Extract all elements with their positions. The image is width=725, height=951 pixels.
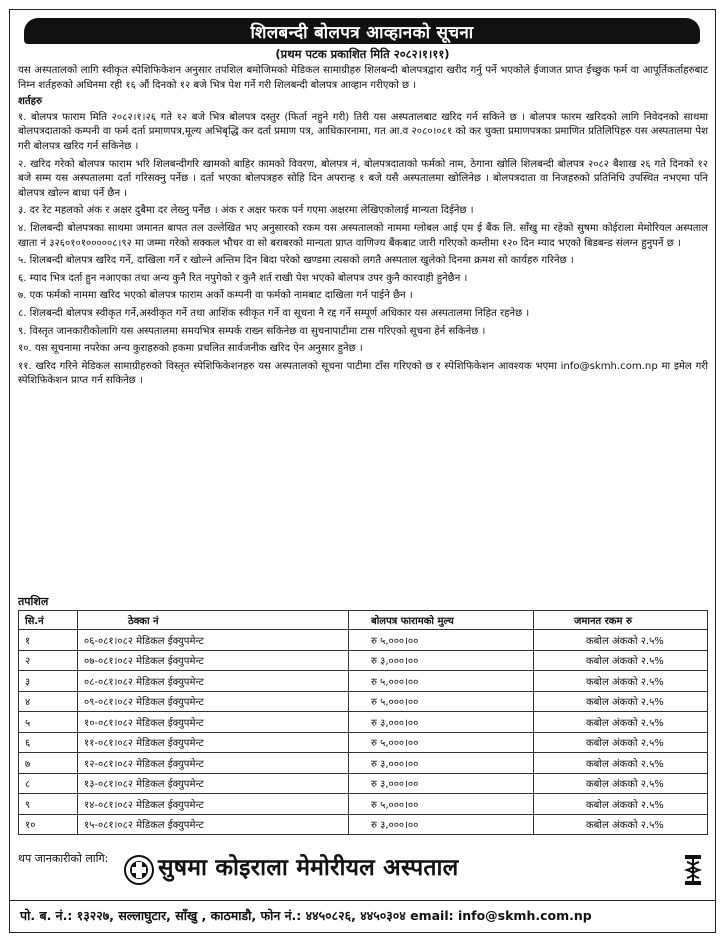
contract-cell: १२-०८१।०८२ मेडिकल ईक्युपमेन्ट bbox=[78, 753, 349, 774]
term-item: १. बोलपत्र फाराम मिति २०८२।१।२६ गते १२ बजे भित्र बोलपत्र दस्तुर (फिर्ता नहुने गरी) तिरी यस अस्पतालबाट खरिद गर्न सकिने छ । बोलपत्र फारम खरिदको लागि निवेदनको साथमा बोलपत्रदाताको कम्पनी वा फर्म दर्ता प्रमाणपत्र,मूल्य अभिबृद्धि कर दर्ता प्रमाण पत्र, आधिकारनामा, गत आ.व २०८०।०८१ को कर चुक्ता प्रमाणपत्रका प्रमाणित प्रतिलिपिहरु यस अस्पतालमा पेश गरी बोलपत्र खरिद गर्न सकिनेछ । bbox=[18, 111, 708, 152]
security-cell: कबोल अंकको २.५% bbox=[534, 671, 708, 692]
table-row bbox=[19, 773, 708, 794]
term-item: २. खरिद गरेको बोलपत्र फाराम भरि शिलबन्दीगरि खामको बाहिर कामको विवरण, बोलपत्र नं, बोलपत्रदाताको फर्मको नाम, ठेगाना खोलि शिलबन्दी बोलपत्र २०८२ बैशाख २६ गते दिनको १२ बजे सम्म यस अस्पतालमा दर्ता गरिसक्नु पर्नेछ । दर्ता भएका बोलपत्रहरु सोहि दिन अपरान्ह १ बजे यसै अस्पतालमा खोलिनेछ । बोलपत्रदाता वा निजहरुको प्रतिनिधि उपस्थित नभएमा पनि बोलपत्र खोल्न बाधा पर्ने छैन । bbox=[18, 158, 708, 199]
contract-cell: ०८-०८१।०८२ मेडिकल ईक्युपमेन्ट bbox=[78, 671, 349, 692]
security-cell: कबोल अंकको २.५% bbox=[534, 691, 708, 712]
column-header-form-price: बोलपत्र फारामको मुल्य bbox=[349, 611, 534, 630]
security-cell: कबोल अंकको २.५% bbox=[534, 794, 708, 815]
form-price-cell: रु ३,०००।०० bbox=[349, 650, 534, 671]
form-price-cell: रु ५,०००।०० bbox=[349, 671, 534, 692]
address-bar: पो. ब. नं.: १३२२७, सल्लाघुटार, साँखु , काठमाडौ, फोन नं.: ४४५०८२६, ४४५०३०४ email: info@skmh.com.np bbox=[10, 900, 715, 930]
title-banner bbox=[24, 18, 700, 44]
security-cell: कबोल अंकको २.५% bbox=[534, 732, 708, 753]
column-header-serial: सि.नं bbox=[19, 611, 78, 630]
contract-cell: ११-०८१।०८२ मेडिकल ईक्युपमेन्ट bbox=[78, 732, 349, 753]
table-row bbox=[19, 814, 708, 835]
caduceus-icon bbox=[682, 854, 704, 886]
table-header-row bbox=[19, 611, 708, 630]
table-body bbox=[19, 630, 708, 835]
table-row bbox=[19, 671, 708, 692]
contact-lead: थप जानकारीको लागि: bbox=[18, 852, 109, 865]
hospital-name: सुषमा कोइराला मेमोरीयल अस्पताल bbox=[158, 855, 459, 881]
serial-cell: ७ bbox=[19, 753, 78, 774]
hospital-emblem-icon bbox=[124, 852, 154, 888]
schedule-label: तपशिल bbox=[18, 595, 49, 608]
intro-paragraph: यस अस्पतालको लागि स्वीकृत स्पेशिफिकेशन अनुसार तपशिल बमोजिमको मेडिकल सामाग्रीहरु शिलबन्दी बोलपत्रद्वारा खरीद गर्नु पर्ने भएकोले ईजाजत प्राप्त ईच्छुक फर्म वा आपूर्तिकर्ताहरुबाट निम्न शर्तहरुको अधिनमा रही १६ औं दिनको १२ बजे भित्र पेश गर्ने गरी शिलबन्दी बोलपत्र आव्हान गरीएको छ । bbox=[18, 65, 708, 91]
serial-cell: ९ bbox=[19, 794, 78, 815]
table-row bbox=[19, 753, 708, 774]
serial-cell: १ bbox=[19, 630, 78, 651]
form-price-cell: रु ५,०००।०० bbox=[349, 691, 534, 712]
contract-cell: १५-०८१।०८२ मेडिकल ईक्युपमेन्ट bbox=[78, 814, 349, 835]
term-item: ४. शिलबन्दी बोलपत्रका साथमा जमानत बापत तल उल्लेखित भए अनुसारको रकम यस अस्पतालको नाममा ग्लोबल आई एम ई बैंक लि. साँखु मा रहेको सुषमा कोईराला मेमोरियल अस्पताल खाता नं ३२६०१०१०००००८।९२ मा जम्मा गरेको सक्कल भौचर वा सो बराबरको मान्यता प्राप्त वाणिज्य बैंकबाट जारी गरिएको कम्तीमा १२० दिन म्याद भएको बिडबन्ड संलग्न हुनुपर्ने छ । bbox=[18, 222, 708, 249]
form-price-cell: रु ३,०००।०० bbox=[349, 753, 534, 774]
security-cell: कबोल अंकको २.५% bbox=[534, 753, 708, 774]
term-item: ९. विस्तृत जानकारीकोलागि यस अस्पतालमा समयभित्र सम्पर्क राख्न सकिनेछ वा सुचनापाटीमा टास गरिएको सूचना हेर्न सकिनेछ । bbox=[18, 325, 486, 337]
security-cell: कबोल अंकको २.५% bbox=[534, 650, 708, 671]
form-price-cell: रु ५,०००।०० bbox=[349, 630, 534, 651]
terms-heading: शर्तहरु bbox=[18, 96, 43, 108]
notice-body bbox=[18, 64, 708, 392]
serial-cell: ५ bbox=[19, 712, 78, 733]
table-row bbox=[19, 732, 708, 753]
security-cell: कबोल अंकको २.५% bbox=[534, 814, 708, 835]
contract-cell: ०६-०८१।०८२ मेडिकल ईक्युपमेन्ट bbox=[78, 630, 349, 651]
table-row bbox=[19, 650, 708, 671]
serial-cell: ४ bbox=[19, 691, 78, 712]
term-item: ६. म्याद भित्र दर्ता हुन नआएका तथा अन्य कुनै रित नपुगेको र कुनै शर्त राखी पेश भएको बोलपत्र उपर कुनै कारवाही हुनेछैन । bbox=[18, 272, 468, 284]
table-row bbox=[19, 794, 708, 815]
form-price-cell: रु ५,०००।०० bbox=[349, 794, 534, 815]
security-cell: कबोल अंकको २.५% bbox=[534, 630, 708, 651]
form-price-cell: रु ३,०००।०० bbox=[349, 712, 534, 733]
term-item: १०. यस सूचनामा नपरेका अन्य कुराहरुको हकमा प्रचलित सार्वजनीक खरिद ऐन अनुसार हुनेछ । bbox=[18, 343, 363, 355]
serial-cell: १० bbox=[19, 814, 78, 835]
contract-cell: ०७-०८१।०८२ मेडिकल ईक्युपमेन्ट bbox=[78, 650, 349, 671]
serial-cell: ३ bbox=[19, 671, 78, 692]
contract-cell: ०९-०८१।०८२ मेडिकल ईक्युपमेन्ट bbox=[78, 691, 349, 712]
table-row bbox=[19, 712, 708, 733]
contract-cell: १३-०८१।०८२ मेडिकल ईक्युपमेन्ट bbox=[78, 773, 349, 794]
serial-cell: ८ bbox=[19, 773, 78, 794]
form-price-cell: रु ३,०००।०० bbox=[349, 814, 534, 835]
term-item: ११. खरिद गरिने मेडिकल सामाग्रीहरुको विस्तृत स्पेशिफिकेशनहरु यस अस्पतालको सूचना पाटीमा टाँस गरिएको छ र स्पेशिफिकेशन आवश्यक भएमा info@skmh.com.np मा इमेल गरी स्पेशिफिकेशन प्राप्त गर्न सकिनेछ । bbox=[18, 360, 708, 387]
schedule-table bbox=[18, 610, 708, 835]
notice-title: शिलबन्दी बोलपत्र आव्हानको सूचना bbox=[250, 22, 474, 43]
term-item: ८. शिलबन्दी बोलपत्र स्वीकृत गर्ने,अस्वीकृत गर्ने तथा आशिंक स्वीकृत गर्ने वा सूचना नै रद्द गर्ने सम्पूर्ण अधिकार यस अस्पतालमा निहित रहनेछ । bbox=[18, 307, 530, 319]
form-price-cell: रु ३,०००।०० bbox=[349, 773, 534, 794]
term-item: ५. शिलबन्दी बोलपत्र खरिद गर्ने, दाखिला गर्ने र खोल्ने अन्तिम दिन बिदा परेको खण्डमा त्यसको लगतै अस्पताल खुलेको दिनमा क्रमश सो कार्यहरु गरिनेछ । bbox=[18, 255, 574, 267]
table-row bbox=[19, 630, 708, 651]
contract-cell: १०-०८१।०८२ मेडिकल ईक्युपमेन्ट bbox=[78, 712, 349, 733]
serial-cell: ६ bbox=[19, 732, 78, 753]
security-cell: कबोल अंकको २.५% bbox=[534, 712, 708, 733]
serial-cell: २ bbox=[19, 650, 78, 671]
column-header-security: जमानत रकम रु bbox=[534, 611, 708, 630]
notice-page bbox=[9, 9, 716, 933]
footer bbox=[18, 852, 708, 890]
publication-date: (प्रथम पटक प्रकाशित मिति २०८२।१।११) bbox=[275, 47, 450, 61]
term-item: ३. दर रेट महलको अंक र अक्षर दुबैमा दर लेख्नु पर्नेछ । अंक र अक्षर फरक पर्न गएमा अक्षरमा लेखिएकोलाई मान्यता दिईनेछ । bbox=[18, 205, 474, 217]
contract-cell: १४-०८१।०८२ मेडिकल ईक्युपमेन्ट bbox=[78, 794, 349, 815]
column-header-contract: ठेक्का नं bbox=[78, 611, 349, 630]
form-price-cell: रु ५,०००।०० bbox=[349, 732, 534, 753]
table-row bbox=[19, 691, 708, 712]
security-cell: कबोल अंकको २.५% bbox=[534, 773, 708, 794]
term-item: ७. एक फर्मको नाममा खरिद भएको बोलपत्र फाराम अर्को कम्पनी वा फर्मको नामबाट दाखिला गर्न पाईने छैन । bbox=[18, 290, 413, 302]
